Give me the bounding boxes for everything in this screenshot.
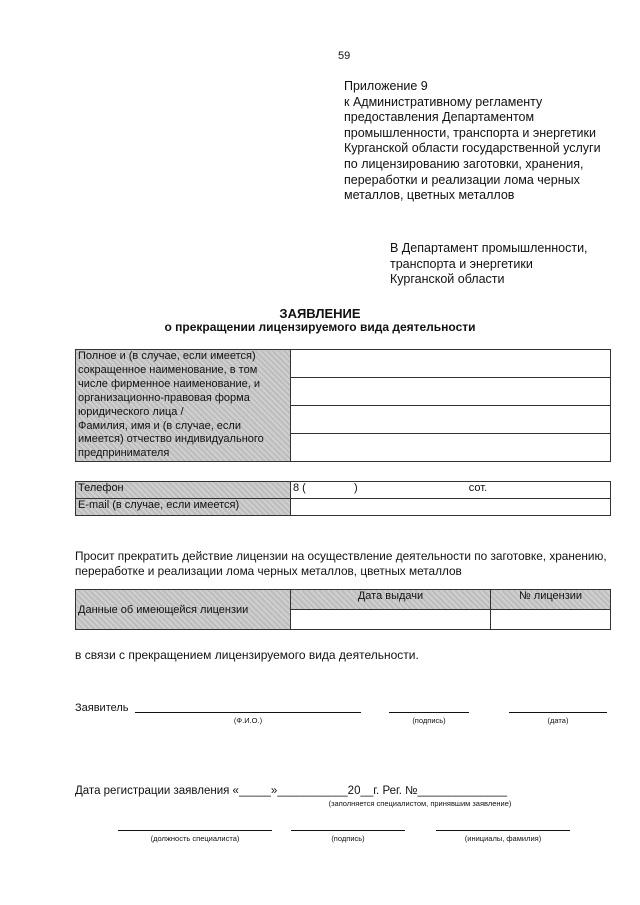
appendix-line: переработки и реализации лома черных: [344, 172, 580, 187]
addressee-line: транспорта и энергетики: [390, 256, 533, 271]
specialist-position-caption: (должность специалиста): [150, 834, 240, 843]
applicant-name-table: [75, 349, 611, 462]
specialist-signature-line[interactable]: [291, 830, 405, 831]
addressee-line: В Департамент промышленности,: [390, 241, 588, 255]
phone-prefix: 8 (: [293, 482, 306, 494]
appendix-line: промышленности, транспорта и энергетики: [344, 125, 596, 140]
applicant-name-field[interactable]: [291, 406, 611, 434]
document-title: ЗАЯВЛЕНИЕ: [279, 306, 361, 321]
specialist-signature-caption: (подпись): [331, 834, 365, 843]
label-line: Фамилия, имя и (в случае, если: [78, 419, 241, 432]
applicant-name-label: [76, 350, 291, 462]
email-field[interactable]: [291, 499, 611, 516]
fio-caption: (Ф.И.О.): [233, 716, 263, 725]
label-line: юридического лица /: [78, 405, 184, 418]
registration-date-line: Дата регистрации заявления «_____»___________20__г. Рег. №______________: [75, 785, 508, 797]
signature-caption: (подпись): [412, 716, 446, 725]
label-line: Полное и (в случае, если имеется): [78, 350, 256, 362]
phone-field[interactable]: [291, 482, 611, 499]
appendix-line: к Административному регламенту: [344, 94, 543, 109]
phone-mobile-label: сот.: [468, 482, 488, 494]
appendix-block: [344, 79, 629, 204]
specialist-position-line[interactable]: [118, 830, 272, 831]
specialist-initials-caption: (инициалы, фамилия): [464, 834, 542, 843]
label-line: предпринимателя: [78, 447, 170, 460]
label-line: сокращенное наименование, в том: [78, 363, 258, 376]
issue-date-field[interactable]: [291, 610, 491, 630]
email-label: E-mail (в случае, если имеется): [76, 499, 291, 516]
applicant-label: Заявитель: [75, 702, 129, 714]
page-number: 59: [338, 50, 351, 62]
label-line: имеется) отчество индивидуального: [78, 433, 264, 446]
reason-text: в связи с прекращением лицензируемого вида деятельности.: [75, 648, 419, 662]
license-data-label: Данные об имеющейся лицензии: [76, 590, 291, 630]
registration-note: (заполняется специалистом, принявшим заявление): [328, 799, 512, 808]
appendix-title: Приложение 9: [344, 79, 428, 93]
specialist-initials-line[interactable]: [436, 830, 570, 831]
issue-date-header: Дата выдачи: [291, 590, 491, 610]
fio-line[interactable]: [135, 712, 361, 713]
license-table: [75, 589, 611, 630]
label-line: организационно-правовая форма: [78, 391, 250, 404]
date-caption: (дата): [547, 716, 569, 725]
label-line: числе фирменное наименование, и: [78, 377, 261, 390]
appendix-line: предоставления Департаментом: [344, 110, 535, 125]
phone-label: Телефон: [76, 482, 291, 499]
license-number-field[interactable]: [491, 610, 611, 630]
document-subtitle: о прекращении лицензируемого вида деятельности: [164, 320, 476, 334]
license-number-header: № лицензии: [491, 590, 611, 610]
applicant-name-field[interactable]: [291, 434, 611, 462]
request-text: Просит прекратить действие лицензии на осуществление деятельности по заготовке, хранению, переработке и реализации лома черных металлов, цветных металлов: [75, 549, 607, 578]
appendix-line: металлов, цветных металлов: [344, 188, 515, 203]
addressee-line: Курганской области: [390, 272, 505, 287]
addressee-block: [390, 241, 630, 288]
appendix-line: Курганской области государственной услуги: [344, 141, 601, 156]
phone-bracket: ): [353, 482, 358, 494]
signature-line[interactable]: [389, 712, 469, 713]
contact-table: [75, 481, 611, 516]
applicant-name-field[interactable]: [291, 378, 611, 406]
date-line[interactable]: [509, 712, 607, 713]
appendix-line: по лицензированию заготовки, хранения,: [344, 156, 584, 171]
applicant-name-field[interactable]: [291, 350, 611, 378]
